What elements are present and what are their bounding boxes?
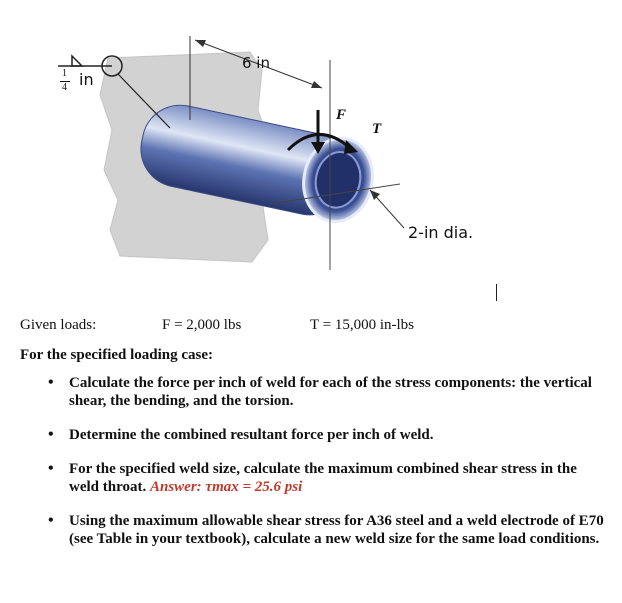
task-item: • For the specified weld size, calculate the maximum combined shear stress in the weld throat. Answer: τmax = 25.6 psi bbox=[20, 460, 604, 496]
answer-text: Answer: τmax = 25.6 psi bbox=[149, 479, 303, 495]
loading-case-heading: For the specified loading case: bbox=[20, 347, 214, 363]
torque-label: T bbox=[372, 121, 382, 137]
cursor-mark bbox=[496, 284, 497, 301]
given-torque: T = 15,000 in-lbs bbox=[310, 317, 415, 333]
given-force: F = 2,000 lbs bbox=[162, 317, 242, 333]
task-item: • Using the maximum allowable shear stress for A36 steel and a weld electrode of E70 (see Table in your textbook), calculate a new weld size for the same load conditions. bbox=[20, 512, 604, 548]
weld-tube-figure bbox=[0, 0, 622, 300]
weld-size-den: 4 bbox=[62, 82, 67, 93]
weld-size-unit: in bbox=[79, 70, 94, 89]
weld-size-num: 1 bbox=[62, 68, 67, 79]
task-list bbox=[20, 374, 604, 564]
task-item: • Calculate the force per inch of weld for each of the stress components: the vertical shear, the bending, and the torsion. bbox=[20, 374, 604, 410]
task-item: • Determine the combined resultant force per inch of weld. bbox=[20, 426, 604, 444]
dim-label-6in: 6 in bbox=[242, 54, 270, 72]
diameter-label: 2-in dia. bbox=[408, 223, 474, 242]
given-loads-label: Given loads: bbox=[20, 317, 97, 333]
force-label: F bbox=[336, 107, 347, 123]
